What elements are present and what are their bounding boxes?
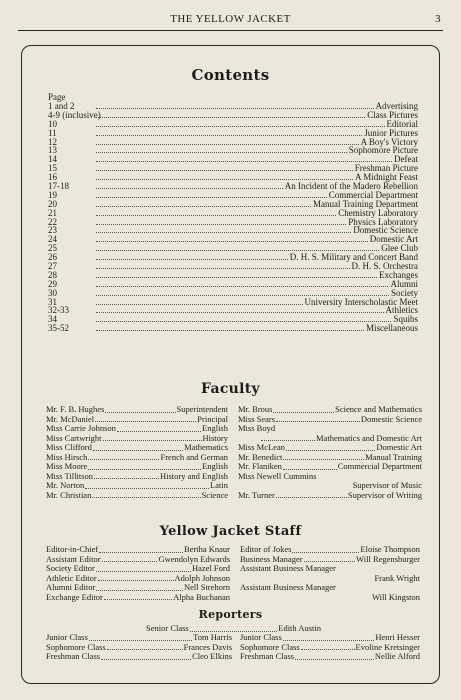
staff-entry bbox=[240, 593, 420, 603]
staff-name: Tom Harris bbox=[193, 632, 232, 642]
faculty-name: Miss McLean bbox=[238, 442, 285, 452]
dot-leader bbox=[88, 453, 159, 461]
faculty-entry bbox=[46, 491, 228, 501]
staff-role: Editor of Jokes bbox=[240, 544, 292, 554]
dot-leader bbox=[93, 443, 183, 451]
entry-page: 28 bbox=[48, 269, 57, 280]
entry-title: University Interscholastic Meet bbox=[304, 296, 418, 307]
staff-role: Society Editor bbox=[46, 563, 95, 573]
reporters-list-left bbox=[46, 633, 232, 662]
entry-page: 31 bbox=[48, 296, 57, 307]
staff-list-right bbox=[240, 545, 420, 602]
dot-leader bbox=[96, 138, 359, 145]
entry-page: 23 bbox=[48, 225, 57, 236]
dot-leader bbox=[96, 244, 379, 251]
contents-entry bbox=[48, 298, 418, 307]
entry-title: Glee Club bbox=[381, 243, 418, 254]
entry-page: 34 bbox=[48, 314, 57, 325]
faculty-name: Mr. Flaniken bbox=[238, 461, 282, 471]
faculty-name: Miss Moore bbox=[46, 461, 88, 471]
faculty-subject: Supervisor of Writing bbox=[347, 489, 422, 500]
staff-name: Frances Davis bbox=[183, 641, 232, 652]
faculty-subject: Manual Training bbox=[365, 451, 422, 462]
entry-page: 4-9 (inclusive) bbox=[48, 109, 101, 120]
dot-leader bbox=[88, 462, 201, 470]
faculty-subject: Latin bbox=[210, 480, 228, 490]
staff-role: Sophomore Class bbox=[240, 641, 300, 652]
entry-title: Commercial Department bbox=[328, 189, 418, 200]
staff-role: Freshman Class bbox=[46, 651, 101, 661]
dot-leader bbox=[96, 564, 191, 572]
entry-page: 22 bbox=[48, 216, 57, 227]
dot-leader bbox=[304, 555, 355, 563]
contents-entry bbox=[48, 120, 418, 129]
faculty-subject: History and English bbox=[160, 470, 228, 481]
faculty-subject: Superintendent bbox=[176, 404, 228, 414]
entry-page: 24 bbox=[48, 234, 57, 245]
entry-page: 17-18 bbox=[48, 181, 69, 192]
dot-leader bbox=[96, 182, 283, 189]
dot-leader bbox=[96, 262, 350, 269]
dot-leader bbox=[292, 545, 359, 553]
faculty-name: Miss Sears bbox=[238, 413, 276, 424]
faculty-subject: Commercial Department bbox=[337, 461, 422, 471]
staff-name: Eloise Thompson bbox=[360, 544, 420, 554]
entry-title: Junior Pictures bbox=[364, 127, 418, 138]
dot-leader bbox=[96, 289, 389, 296]
entry-title: Domestic Art bbox=[369, 234, 418, 245]
dot-leader bbox=[96, 155, 392, 162]
entry-title: A Boy's Victory bbox=[360, 136, 418, 147]
entry-page: 25 bbox=[48, 243, 57, 254]
dot-leader bbox=[96, 129, 362, 136]
faculty-name: Mr. Christian bbox=[46, 489, 92, 500]
dot-leader bbox=[103, 434, 202, 442]
staff-role: Alumni Editor bbox=[46, 582, 96, 592]
faculty-name: Miss Newell Cummins bbox=[238, 470, 317, 481]
entry-title: Exchanges bbox=[379, 269, 418, 280]
entry-page: 12 bbox=[48, 136, 57, 147]
dot-leader bbox=[96, 164, 353, 171]
staff-name: Nell Strehorn bbox=[183, 582, 230, 592]
staff-name: Will Kingston bbox=[371, 591, 420, 602]
dot-leader bbox=[85, 481, 209, 489]
contents-entry bbox=[48, 146, 418, 155]
staff-name: Evoline Kretsinger bbox=[355, 641, 420, 652]
dot-leader bbox=[273, 405, 334, 413]
reporter-role: Senior Class bbox=[146, 623, 189, 633]
faculty-subject: Mathematics and Domestic Art bbox=[316, 432, 422, 443]
dot-leader bbox=[96, 280, 388, 287]
staff-name: Hazel Ford bbox=[191, 563, 230, 573]
dot-leader bbox=[190, 624, 278, 632]
dot-leader bbox=[96, 315, 391, 322]
faculty-subject: English bbox=[202, 423, 228, 433]
contents-entry bbox=[48, 102, 418, 111]
entry-title: An Incident of the Madero Rebellion bbox=[284, 181, 418, 192]
running-head bbox=[20, 13, 441, 27]
faculty-subject: English bbox=[202, 461, 228, 471]
dot-leader bbox=[102, 555, 158, 563]
faculty-name: Miss Cartwright bbox=[46, 432, 102, 443]
staff-entry bbox=[46, 593, 230, 603]
contents-list bbox=[48, 102, 418, 333]
entry-title: D. H. S. Orchestra bbox=[351, 261, 418, 272]
dot-leader bbox=[276, 491, 347, 499]
page-column-label: Page bbox=[48, 92, 66, 102]
staff-name: Adolph Johnson bbox=[174, 572, 230, 583]
dot-leader bbox=[96, 298, 303, 305]
entry-title: Physics Laboratory bbox=[348, 216, 418, 227]
contents-entry bbox=[48, 315, 418, 324]
dot-leader bbox=[96, 226, 351, 233]
staff-role: Business Manager bbox=[240, 553, 303, 564]
entry-page: 27 bbox=[48, 261, 57, 272]
entry-page: 26 bbox=[48, 252, 57, 263]
dot-leader bbox=[96, 111, 365, 118]
entry-title: Squibs bbox=[393, 314, 418, 325]
staff-role: Exchange Editor bbox=[46, 591, 103, 602]
entry-title: D. H. S. Military and Concert Band bbox=[289, 252, 418, 263]
entry-title: Chemistry Laboratory bbox=[338, 207, 418, 218]
staff-entry bbox=[46, 652, 232, 662]
faculty-name: Mr. F. B. Hughes bbox=[46, 404, 105, 414]
staff-name: Alpha Buchanan bbox=[173, 591, 230, 602]
entry-page: 19 bbox=[48, 189, 57, 200]
entry-title: Class Pictures bbox=[367, 109, 418, 120]
faculty-name: Miss Clifford bbox=[46, 442, 92, 452]
dot-leader bbox=[96, 583, 183, 591]
faculty-entry bbox=[238, 491, 422, 501]
entry-page: 21 bbox=[48, 207, 57, 218]
journal-title: THE YELLOW JACKET bbox=[170, 13, 291, 25]
header-rule bbox=[18, 30, 443, 31]
dot-leader bbox=[92, 491, 200, 499]
dot-leader bbox=[96, 191, 327, 198]
entry-page: 30 bbox=[48, 287, 57, 298]
entry-title: Advertising bbox=[375, 101, 418, 111]
faculty-subject: History bbox=[202, 432, 228, 443]
contents-entry bbox=[48, 324, 418, 333]
entry-page: 13 bbox=[48, 145, 57, 156]
faculty-name: Miss Boyd bbox=[238, 423, 276, 433]
entry-page: 32-33 bbox=[48, 305, 69, 316]
staff-role: Freshman Class bbox=[240, 651, 295, 661]
entry-page: 11 bbox=[48, 127, 57, 138]
entry-page: 14 bbox=[48, 154, 57, 165]
entry-title: Miscellaneous bbox=[366, 323, 418, 334]
contents-entry bbox=[48, 111, 418, 120]
dot-leader bbox=[283, 453, 364, 461]
dot-leader bbox=[276, 415, 360, 423]
page-number: 3 bbox=[435, 13, 441, 25]
faculty-name: Mr. Turner bbox=[238, 489, 275, 500]
dot-leader bbox=[101, 652, 191, 660]
dot-leader bbox=[96, 235, 368, 242]
entry-title: Domestic Science bbox=[353, 225, 418, 236]
faculty-list-left bbox=[46, 405, 228, 500]
contents-heading: Contents bbox=[191, 66, 270, 84]
entry-page: 1 and 2 bbox=[48, 101, 75, 111]
staff-role: Junior Class bbox=[240, 632, 282, 642]
dot-leader bbox=[94, 472, 159, 480]
entry-title: Alumni bbox=[390, 278, 418, 289]
dot-leader bbox=[99, 545, 183, 553]
dot-leader bbox=[295, 652, 374, 660]
entry-page: 10 bbox=[48, 118, 57, 129]
dot-leader bbox=[96, 218, 346, 225]
faculty-subject: Supervisor of Music bbox=[352, 480, 422, 490]
staff-name: Cleo Elkins bbox=[192, 651, 232, 661]
staff-list-left bbox=[46, 545, 230, 602]
dot-leader bbox=[283, 633, 375, 641]
dot-leader bbox=[286, 443, 375, 451]
staff-name: Frank Wright bbox=[374, 572, 420, 583]
faculty-subject: Domestic Art bbox=[376, 442, 422, 452]
dot-leader bbox=[96, 173, 353, 180]
entry-page: 15 bbox=[48, 163, 57, 174]
staff-role: Assistant Business Manager bbox=[240, 563, 336, 573]
staff-name: Henri Hesser bbox=[375, 632, 420, 642]
faculty-subject: French and German bbox=[160, 451, 228, 462]
faculty-name: Miss Hirsch bbox=[46, 451, 88, 462]
contents-entry bbox=[48, 271, 418, 280]
dot-leader bbox=[96, 271, 377, 278]
dot-leader bbox=[98, 574, 174, 582]
dot-leader bbox=[96, 324, 364, 331]
contents-entry bbox=[48, 262, 418, 271]
entry-title: Society bbox=[391, 287, 418, 298]
dot-leader bbox=[261, 434, 315, 442]
faculty-name: Miss Carrie Johnson bbox=[46, 423, 116, 433]
entry-title: Sophomore Picture bbox=[348, 145, 418, 156]
faculty-subject: Science and Mathematics bbox=[335, 404, 422, 414]
entry-title: Manual Training Department bbox=[313, 198, 418, 209]
dot-leader bbox=[107, 643, 183, 651]
staff-role: Junior Class bbox=[46, 632, 88, 642]
dot-leader bbox=[96, 200, 311, 207]
faculty-list-right bbox=[238, 405, 422, 500]
faculty-subject: Science bbox=[201, 489, 228, 500]
reporters-heading: Reporters bbox=[198, 608, 263, 621]
staff-name: Bertha Knaur bbox=[183, 544, 230, 554]
staff-name: Will Regensburger bbox=[356, 553, 420, 564]
faculty-heading: Faculty bbox=[201, 381, 260, 397]
dot-leader bbox=[96, 209, 336, 216]
staff-role: Assistant Editor bbox=[46, 553, 101, 564]
reporter-name: Edith Austin bbox=[278, 623, 321, 633]
contents-entry bbox=[48, 226, 418, 235]
staff-heading: Yellow Jacket Staff bbox=[159, 524, 302, 539]
faculty-name: Mr. Brous bbox=[238, 404, 273, 414]
dot-leader bbox=[96, 253, 288, 260]
staff-name: Gwendolyn Edwards bbox=[158, 553, 230, 564]
dot-leader bbox=[283, 462, 337, 470]
contents-entry bbox=[48, 280, 418, 289]
staff-role: Athletic Editor bbox=[46, 572, 97, 583]
entry-page: 35-52 bbox=[48, 323, 69, 334]
entry-title: A Midnight Feast bbox=[354, 172, 418, 183]
staff-entry bbox=[240, 652, 420, 662]
staff-role: Editor-in-Chief bbox=[46, 544, 99, 554]
faculty-subject: Principal bbox=[197, 413, 228, 424]
dot-leader bbox=[104, 593, 172, 601]
faculty-name: Mr. Benedict bbox=[238, 451, 283, 462]
faculty-subject: Mathematics bbox=[184, 442, 228, 452]
entry-title: Defeat bbox=[394, 154, 418, 165]
dot-leader bbox=[96, 102, 374, 109]
dot-leader bbox=[96, 120, 385, 127]
staff-role: Sophomore Class bbox=[46, 641, 106, 652]
contents-entry bbox=[48, 306, 418, 315]
dot-leader bbox=[89, 633, 192, 641]
entry-page: 20 bbox=[48, 198, 57, 209]
reporters-list-right bbox=[240, 633, 420, 662]
entry-title: Freshman Picture bbox=[354, 163, 418, 174]
faculty-name: Miss Tillitson bbox=[46, 470, 94, 481]
staff-name: Nellie Alford bbox=[374, 651, 420, 661]
entry-page: 16 bbox=[48, 172, 57, 183]
dot-leader bbox=[96, 146, 347, 153]
dot-leader bbox=[95, 415, 196, 423]
faculty-subject: Domestic Science bbox=[360, 413, 422, 424]
entry-page: 29 bbox=[48, 278, 57, 289]
dot-leader bbox=[96, 306, 384, 313]
dot-leader bbox=[105, 405, 175, 413]
dot-leader bbox=[117, 424, 201, 432]
entry-title: Editorial bbox=[386, 118, 418, 129]
faculty-name: Mr. McDaniel bbox=[46, 413, 95, 424]
dot-leader bbox=[301, 643, 355, 651]
faculty-name: Mr. Norton bbox=[46, 480, 85, 490]
staff-role: Assistant Business Manager bbox=[240, 582, 336, 592]
entry-title: Athletics bbox=[385, 305, 418, 316]
contents-entry bbox=[48, 235, 418, 244]
